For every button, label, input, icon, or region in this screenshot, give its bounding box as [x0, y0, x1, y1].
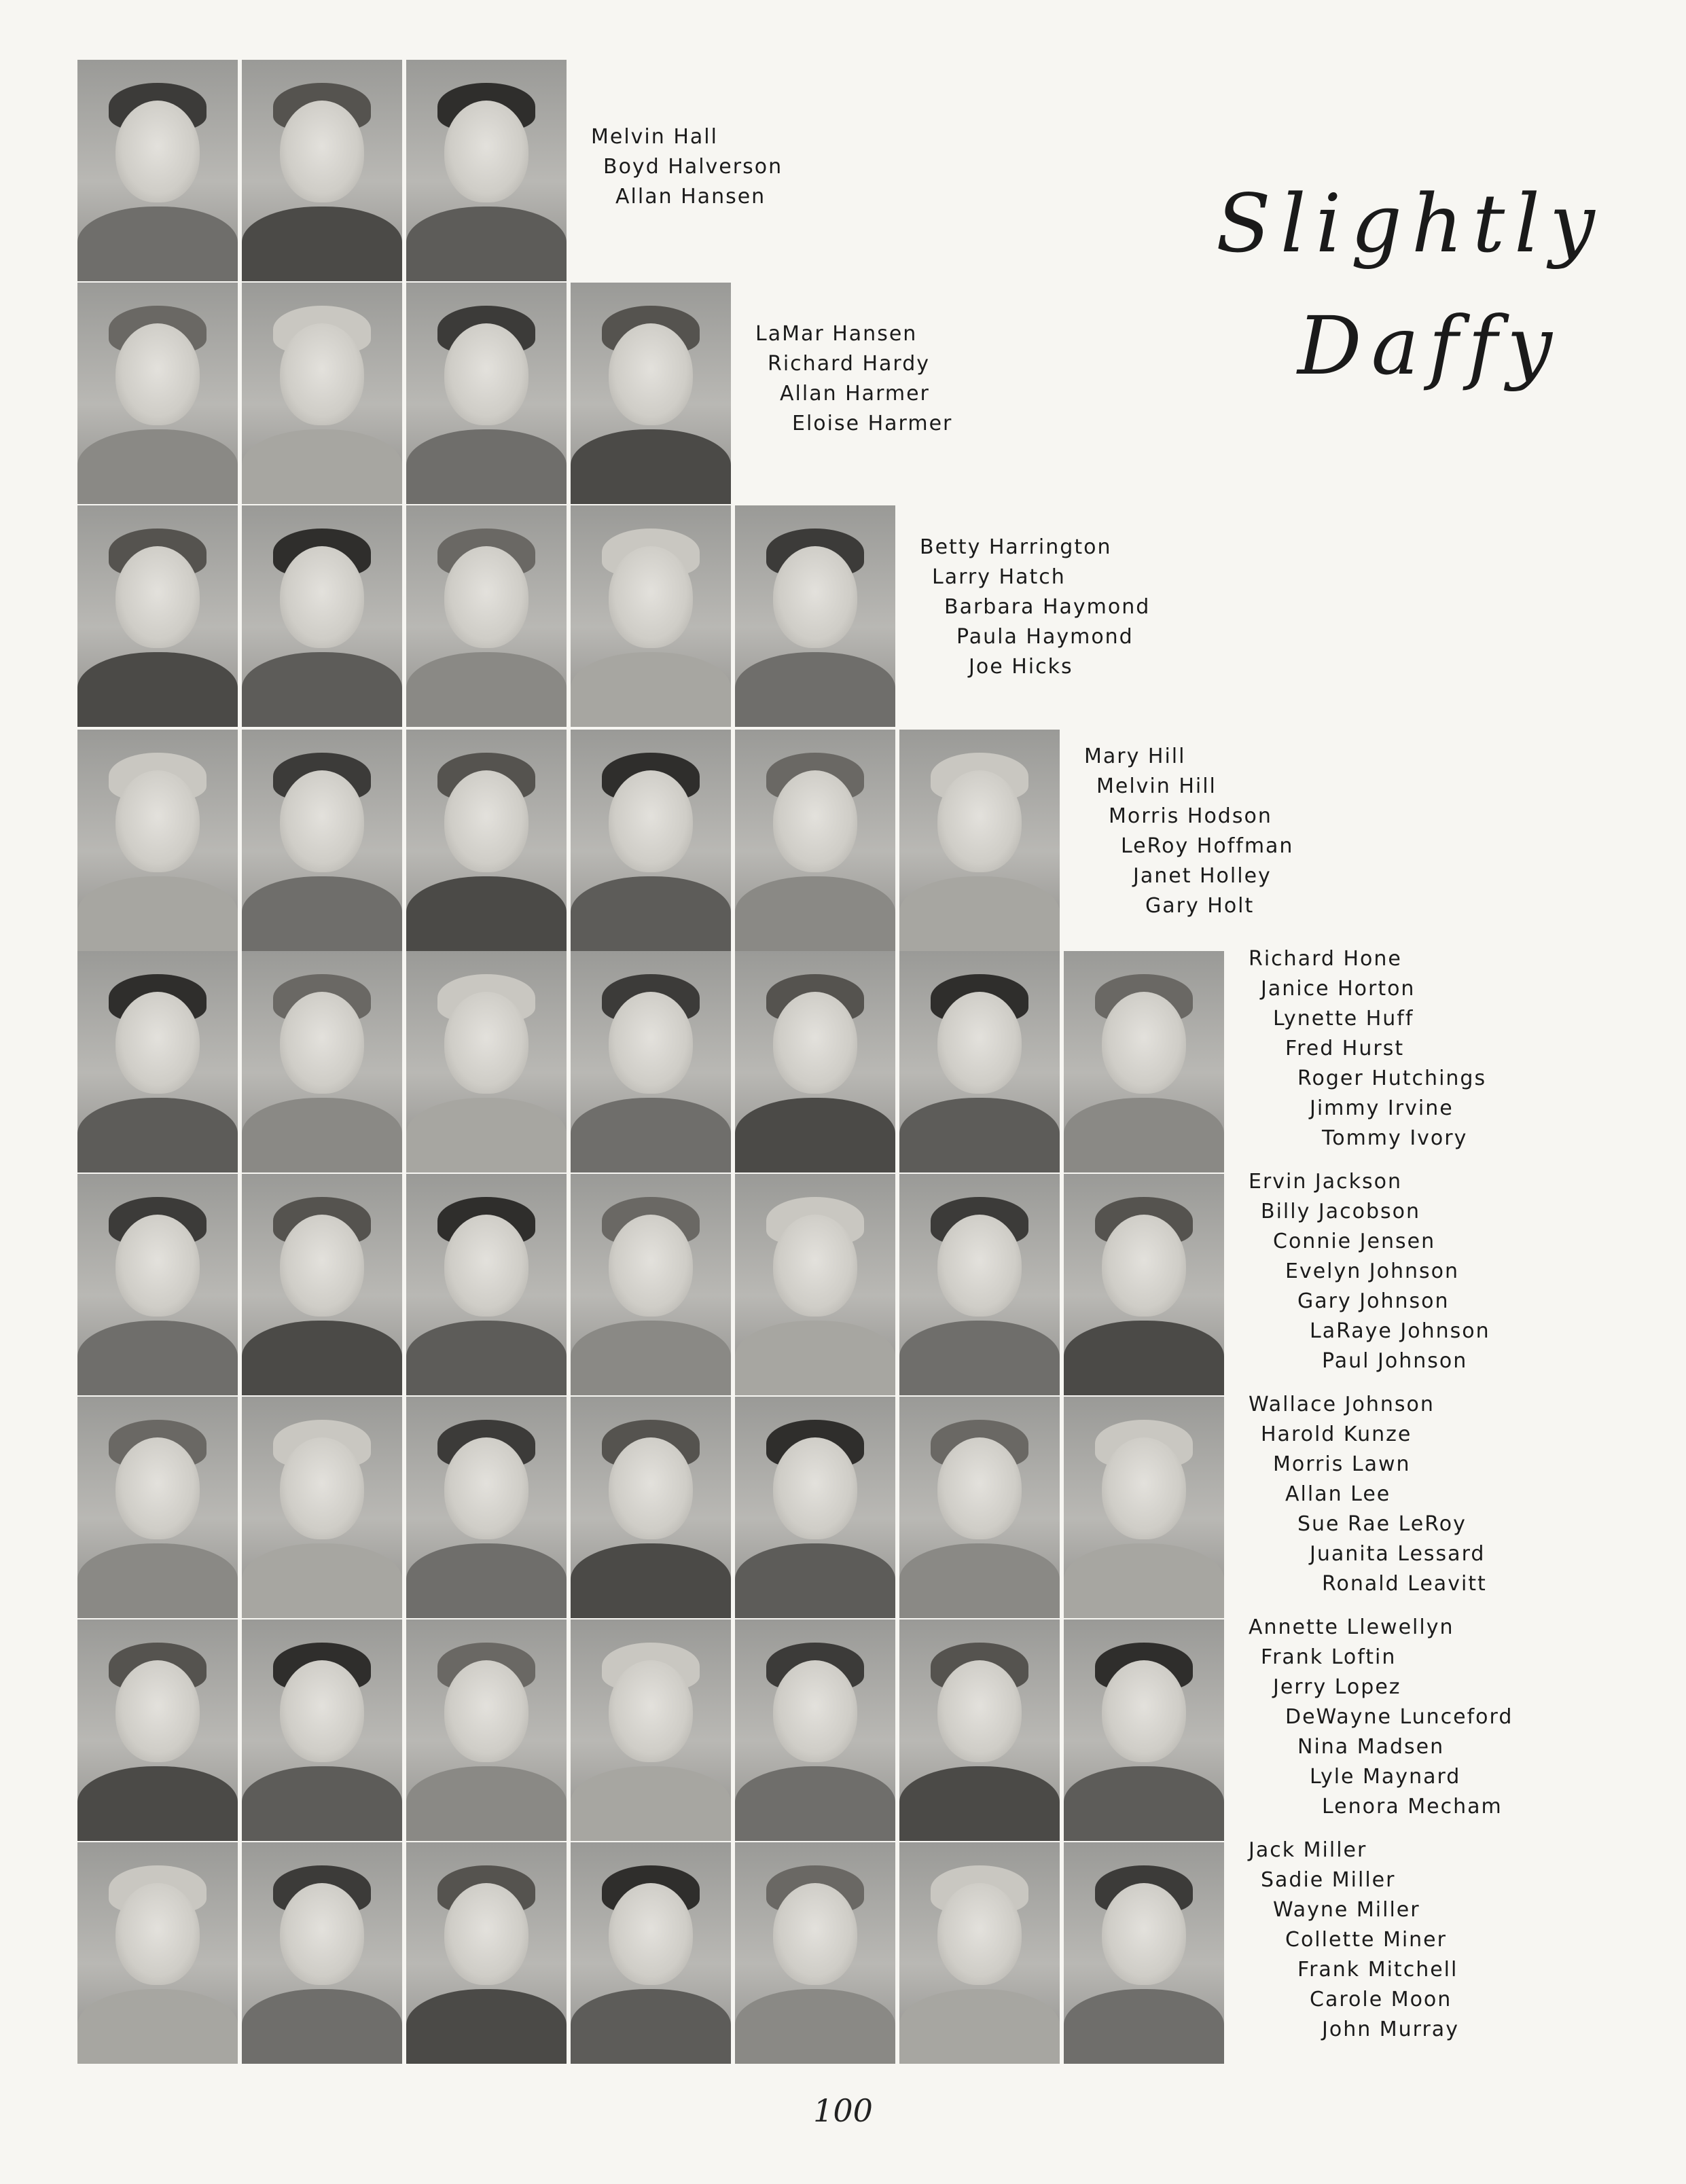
- student-name: Sue Rae LeRoy: [1297, 1512, 1467, 1536]
- student-name: Melvin Hill: [1096, 774, 1217, 798]
- student-name: Allan Harmer: [780, 382, 930, 406]
- student-name: Paula Haymond: [956, 625, 1134, 649]
- student-portrait: [406, 1397, 567, 1618]
- heading-line-2: Daffy: [1297, 299, 1562, 393]
- student-name: Billy Jacobson: [1261, 1200, 1420, 1223]
- student-name: Ronald Leavitt: [1322, 1572, 1487, 1596]
- student-portrait: [406, 505, 567, 727]
- student-portrait: [571, 505, 731, 727]
- student-portrait: [899, 1842, 1060, 2064]
- student-name: Betty Harrington: [920, 535, 1112, 559]
- student-name: John Murray: [1322, 2018, 1459, 2041]
- student-name: Harold Kunze: [1261, 1422, 1412, 1446]
- student-name: Tommy Ivory: [1322, 1126, 1468, 1150]
- student-portrait: [77, 1174, 238, 1395]
- name-list: [591, 122, 783, 212]
- student-portrait: [735, 730, 895, 951]
- student-name: Boyd Halverson: [603, 155, 783, 179]
- student-portrait: [406, 951, 567, 1172]
- student-name: Janice Horton: [1261, 977, 1416, 1001]
- student-name: Evelyn Johnson: [1285, 1259, 1460, 1283]
- student-name: Nina Madsen: [1297, 1735, 1445, 1759]
- student-portrait: [406, 1174, 567, 1395]
- student-name: Richard Hardy: [768, 352, 931, 376]
- student-portrait: [899, 951, 1060, 1172]
- student-name: Mary Hill: [1084, 745, 1186, 768]
- student-portrait: [406, 60, 567, 281]
- student-portrait: [77, 730, 238, 951]
- student-name: Janet Holley: [1133, 864, 1272, 888]
- student-portrait: [77, 1397, 238, 1618]
- name-list: [1249, 1613, 1513, 1822]
- student-name: Morris Hodson: [1109, 804, 1272, 828]
- student-portrait: [571, 1174, 731, 1395]
- name-list: [920, 533, 1150, 682]
- name-list: [1249, 1836, 1459, 2045]
- student-portrait: [1064, 951, 1224, 1172]
- student-portrait: [242, 60, 402, 281]
- student-name: Eloise Harmer: [792, 412, 953, 435]
- student-portrait: [899, 730, 1060, 951]
- student-name: Sadie Miller: [1261, 1868, 1396, 1892]
- student-portrait: [571, 730, 731, 951]
- student-name: Jack Miller: [1249, 1838, 1367, 1862]
- heading-line-1: Slightly: [1216, 177, 1604, 270]
- student-name: Paul Johnson: [1322, 1349, 1468, 1373]
- student-name: Allan Hansen: [615, 185, 766, 209]
- student-portrait: [571, 283, 731, 504]
- student-name: Juanita Lessard: [1310, 1542, 1486, 1566]
- student-name: Larry Hatch: [932, 565, 1066, 589]
- student-name: Jerry Lopez: [1273, 1675, 1401, 1699]
- student-name: Melvin Hall: [591, 125, 718, 149]
- student-name: LeRoy Hoffman: [1121, 834, 1294, 858]
- student-name: Connie Jensen: [1273, 1230, 1436, 1253]
- student-portrait: [77, 60, 238, 281]
- student-portrait: [1064, 1842, 1224, 2064]
- student-name: Gary Holt: [1145, 894, 1255, 918]
- student-name: Morris Lawn: [1273, 1452, 1411, 1476]
- student-name: LaRaye Johnson: [1310, 1319, 1490, 1343]
- student-name: Lyle Maynard: [1310, 1765, 1461, 1789]
- student-portrait: [899, 1397, 1060, 1618]
- student-portrait: [242, 283, 402, 504]
- student-name: Joe Hicks: [969, 655, 1073, 679]
- student-portrait: [77, 505, 238, 727]
- student-portrait: [406, 283, 567, 504]
- student-name: Allan Lee: [1285, 1482, 1391, 1506]
- page-number: 100: [813, 2092, 873, 2129]
- name-list: [755, 319, 952, 439]
- student-name: DeWayne Lunceford: [1285, 1705, 1513, 1729]
- student-name: Gary Johnson: [1297, 1289, 1450, 1313]
- student-portrait: [242, 1397, 402, 1618]
- student-name: Lenora Mecham: [1322, 1795, 1503, 1819]
- student-name: Richard Hone: [1249, 947, 1402, 971]
- student-name: Carole Moon: [1310, 1988, 1452, 2011]
- student-portrait: [1064, 1174, 1224, 1395]
- student-portrait: [899, 1174, 1060, 1395]
- student-name: Fred Hurst: [1285, 1037, 1405, 1060]
- student-portrait: [406, 1619, 567, 1841]
- student-portrait: [406, 730, 567, 951]
- student-portrait: [571, 951, 731, 1172]
- student-name: Frank Mitchell: [1297, 1958, 1458, 1982]
- name-list: [1249, 1167, 1490, 1376]
- student-name: Roger Hutchings: [1297, 1067, 1487, 1090]
- student-portrait: [735, 505, 895, 727]
- student-portrait: [406, 1842, 567, 2064]
- student-name: Barbara Haymond: [944, 595, 1151, 619]
- student-portrait: [77, 1842, 238, 2064]
- student-portrait: [735, 1174, 895, 1395]
- name-list: [1084, 742, 1293, 921]
- student-portrait: [242, 505, 402, 727]
- student-portrait: [899, 1619, 1060, 1841]
- name-list: [1249, 1390, 1487, 1599]
- student-portrait: [77, 1619, 238, 1841]
- student-portrait: [571, 1397, 731, 1618]
- student-portrait: [571, 1842, 731, 2064]
- student-portrait: [571, 1619, 731, 1841]
- student-portrait: [735, 1842, 895, 2064]
- student-name: Frank Loftin: [1261, 1645, 1397, 1669]
- student-portrait: [242, 1174, 402, 1395]
- student-portrait: [242, 1619, 402, 1841]
- student-name: Ervin Jackson: [1249, 1170, 1403, 1194]
- student-portrait: [242, 730, 402, 951]
- student-portrait: [1064, 1397, 1224, 1618]
- student-name: Wallace Johnson: [1249, 1393, 1435, 1416]
- student-portrait: [77, 283, 238, 504]
- student-portrait: [77, 951, 238, 1172]
- student-portrait: [242, 951, 402, 1172]
- student-portrait: [735, 1619, 895, 1841]
- student-portrait: [735, 951, 895, 1172]
- student-name: Jimmy Irvine: [1310, 1096, 1454, 1120]
- student-name: Collette Miner: [1285, 1928, 1447, 1952]
- student-portrait: [242, 1842, 402, 2064]
- student-name: Wayne Miller: [1273, 1898, 1420, 1922]
- student-name: Annette Llewellyn: [1249, 1615, 1454, 1639]
- name-list: [1249, 944, 1486, 1153]
- student-portrait: [1064, 1619, 1224, 1841]
- student-portrait: [735, 1397, 895, 1618]
- student-name: Lynette Huff: [1273, 1007, 1414, 1031]
- student-name: LaMar Hansen: [755, 322, 918, 346]
